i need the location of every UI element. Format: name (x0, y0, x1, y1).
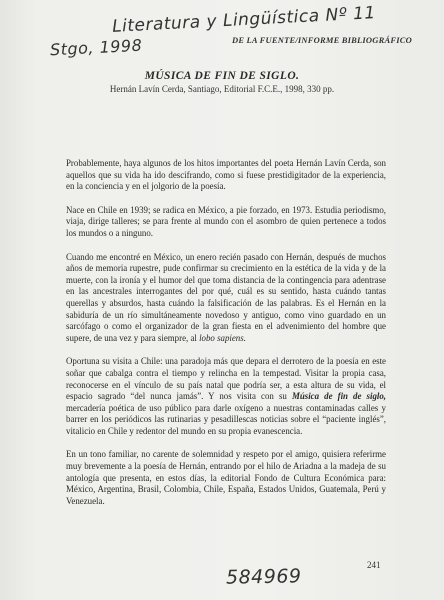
paragraph-3-italic: lobo sapiens. (199, 332, 246, 343)
page-number: 241 (367, 560, 381, 570)
paragraph-5: En un tono familiar, no carente de solemnidad y respeto por el amigo, quisiera referirme muy brevemente a la poesía de Hernán, entrando por el hilo de Ariadna a la madeja de su antología que presenta, en estos días, la editorial Fondo de Cultura Económica para: México, Argentina, Brasil, Colombia, Chile, España, Estados Unidos, Guatemala, Perú y Venezuela. (66, 449, 386, 506)
paragraph-1: Probablemente, haya algunos de los hitos importantes del poeta Hernán Lavín Cerda, son aquellos que su vida ha ido descifrando, como si fuese prestidigitador de la experiencia, en la conciencia y en el jolgorio de la poesía. (66, 158, 386, 192)
paragraph-4 (66, 356, 386, 437)
handwritten-catalog-number: 584969 (225, 565, 302, 589)
handwritten-journal-note: Literatura y Lingüística Nº 11 (111, 3, 377, 37)
paragraph-3 (66, 252, 386, 345)
paragraph-3-text: Cuando me encontré en México, un enero recién pasado con Hernán, después de muchos años de memoria rupestre, pude confirmar su crecimiento en la estética de la vida y de la muerte, con la ironía y el humor del que toma distancia de la contingencia para adentrase en las ancestrales interrogantes del por qué, cuál es su sentido, hasta cuándo tantas querellas y absurdos, hasta cuándo la falsificación de las palabras. Es el Hernán en la sabiduría de un río simultáneamente novedoso y antiguo, como vino guardado en un sarcófago o como el organizador de la gran fiesta en el advenimiento del hombre que supere, de una vez y para siempre, al (66, 251, 386, 343)
paragraph-4-text-b: mercadería poética de uso público para darle oxígeno a nuestras contaminadas calles y barrer en los periódicos las rutinarias y pesadillescas noticias sobre el “paciente inglés”, vitalicio en Chile y redentor del mundo en su propia evanescencia. (66, 402, 386, 436)
review-subtitle: Hernán Lavín Cerda, Santiago, Editorial F.C.E., 1998, 330 pp. (109, 84, 335, 94)
section-header: DE LA FUENTE/INFORME BIBLIOGRÁFICO (232, 35, 412, 45)
review-title: MÚSICA DE FIN DE SIGLO. (144, 70, 300, 82)
handwritten-date-note: Stgo, 1998 (49, 35, 143, 60)
paragraph-4-text-a: Oportuna su visita a Chile: una paradoja más que depara el derrotero de la poesía en este soñar que cabalga contra el tiempo y relincha en la tempestad. Visitar la propia casa, reconocerse en el vínculo de su país natal que podría ser, a esta altura de su vida, el espacio sagrado “del nunca jamás”. Y nos visita con su (66, 356, 386, 402)
book-title: Música de fin de siglo, (291, 391, 386, 402)
paragraph-2: Nace en Chile en 1939; se radica en México, a pie forzado, en 1973. Estudia periodismo, viaja, dirige talleres; se para frente al mundo con el asombro de quien pertenece a todos los mundos o a ninguno. (66, 204, 386, 238)
review-body (66, 158, 386, 519)
